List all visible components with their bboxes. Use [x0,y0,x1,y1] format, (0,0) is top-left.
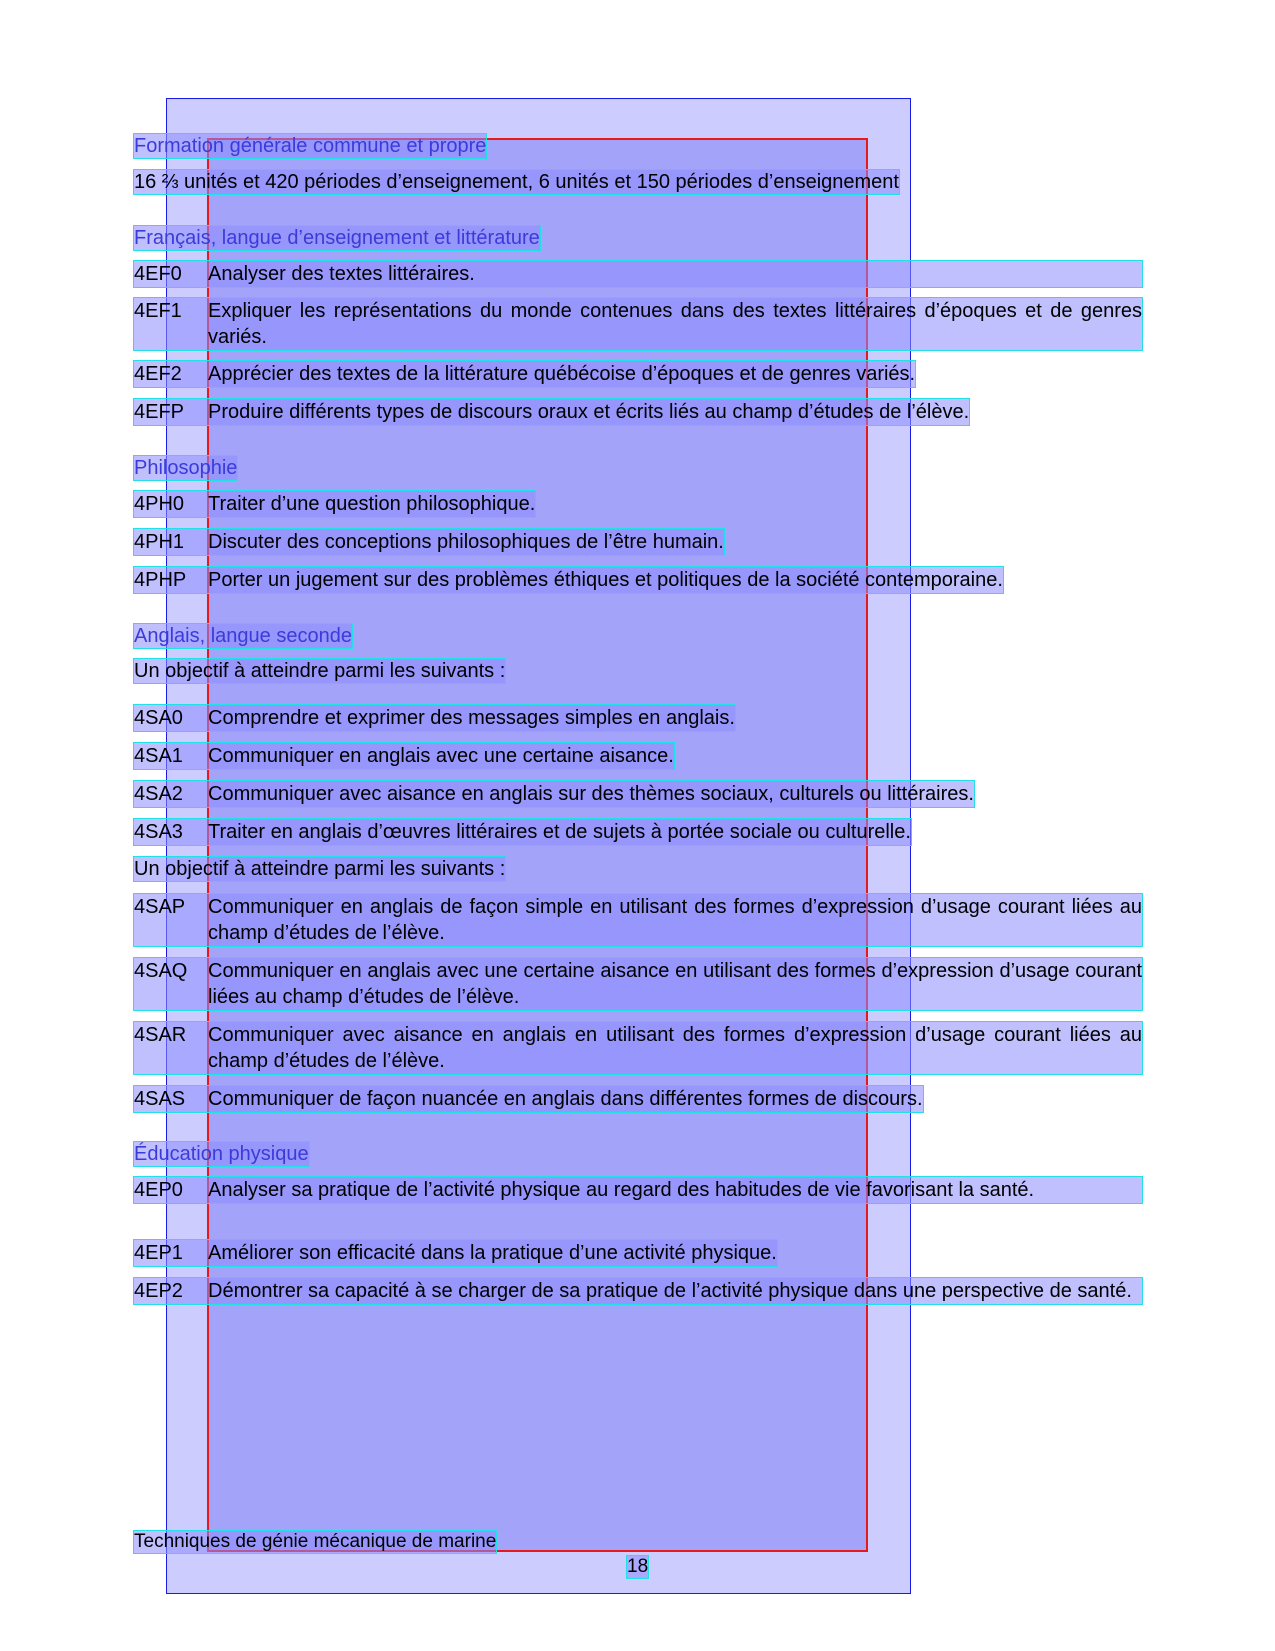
section-title: Formation générale commune et propre [134,135,487,157]
item-code: 4EF0 [134,263,182,285]
instruction-note: Un objectif à atteindre parmi les suivants : [134,660,506,682]
page-number: 18 [627,1556,649,1577]
item-text: Communiquer en anglais avec une certaine aisance. [208,745,674,767]
list-item [134,261,1142,287]
list-item [134,399,969,425]
item-text: Produire différents types de discours oraux et écrits liés au champ d’études de l’élève. [208,401,970,423]
item-code: 4PH0 [134,493,185,515]
item-text: Traiter en anglais d’œuvres littéraires et de sujets à portée sociale ou culturelle. [208,821,911,843]
list-item [134,361,915,387]
item-code: 4EF1 [134,300,182,322]
group-heading-education-physique: Éducation physique [134,1143,309,1165]
item-text: Expliquer les représentations du monde contenues dans des textes littéraires d’époques et de genres variés. [208,300,1142,348]
inner-frame [207,138,868,1552]
list-item [134,529,724,555]
footer-program: Techniques de génie mécanique de marine [134,1531,497,1552]
list-item [134,1278,1142,1304]
list-item [134,781,974,807]
list-item [134,1240,777,1266]
item-code: 4EP2 [134,1280,183,1302]
group-heading-anglais: Anglais, langue seconde [134,625,352,647]
item-text: Communiquer avec aisance en anglais en utilisant des formes d’expression d’usage courant liées au champ d’études de l’élève. [208,1024,1142,1072]
list-item [134,819,911,845]
item-text: Comprendre et exprimer des messages simples en anglais. [208,707,735,729]
list-item [134,743,674,769]
group-heading-francais: Français, langue d’enseignement et littérature [134,227,540,249]
item-text: Démontrer sa capacité à se charger de sa pratique de l’activité physique dans une perspective de santé. [208,1280,1132,1302]
item-code: 4EFP [134,401,185,423]
item-code: 4EF2 [134,363,182,385]
item-code: 4SA2 [134,783,183,805]
list-item [134,1022,1142,1074]
item-code: 4PHP [134,569,187,591]
item-text: Communiquer en anglais de façon simple en utilisant des formes d’expression d’usage courant liées au champ d’études de l’élève. [208,896,1142,944]
item-code: 4SAQ [134,960,188,982]
instruction-note: Un objectif à atteindre parmi les suivants : [134,858,506,880]
item-text: Communiquer de façon nuancée en anglais dans différentes formes de discours. [208,1088,923,1110]
item-text: Analyser sa pratique de l’activité physique au regard des habitudes de vie favorisant la santé. [208,1179,1035,1201]
list-item [134,567,1003,593]
item-text: Communiquer en anglais avec une certaine aisance en utilisant des formes d’expression d’usage courant liées au champ d’études de l’élève. [208,960,1142,1008]
section-subtitle: 16 ⅔ unités et 420 périodes d’enseignement, 6 unités et 150 périodes d’enseignement [134,171,899,193]
item-text: Apprécier des textes de la littérature québécoise d’époques et de genres variés. [208,363,916,385]
item-text: Discuter des conceptions philosophiques de l’être humain. [208,531,724,553]
list-item [134,491,535,517]
item-text: Traiter d’une question philosophique. [208,493,536,515]
item-code: 4SA0 [134,707,183,729]
list-item [134,705,735,731]
item-text: Porter un jugement sur des problèmes éthiques et politiques de la société contemporaine. [208,569,1003,591]
item-code: 4EP0 [134,1179,183,1201]
item-text: Améliorer son efficacité dans la pratique d’une activité physique. [208,1242,777,1264]
list-item [134,958,1142,1010]
item-text: Analyser des textes littéraires. [208,263,475,285]
list-item [134,1177,1142,1203]
item-code: 4SAP [134,896,186,918]
group-heading-philosophie: Philosophie [134,457,238,479]
list-item [134,894,1142,946]
list-item [134,1086,923,1112]
item-code: 4SA3 [134,821,183,843]
item-code: 4EP1 [134,1242,183,1264]
item-code: 4SAS [134,1088,186,1110]
list-item [134,298,1142,350]
item-text: Communiquer avec aisance en anglais sur des thèmes sociaux, culturels ou littéraires. [208,783,974,805]
item-code: 4SA1 [134,745,183,767]
item-code: 4SAR [134,1024,187,1046]
item-code: 4PH1 [134,531,185,553]
